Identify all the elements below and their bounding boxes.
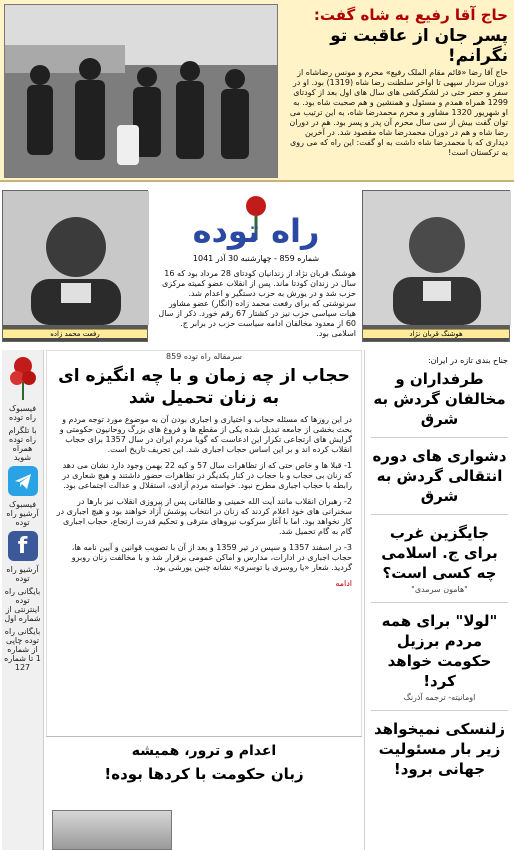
internet-archive-label[interactable]: بایگانی راه توده اینترنتی از شماره اول	[4, 587, 41, 623]
left-sidebar	[2, 350, 44, 850]
top-photo-illustration	[5, 5, 278, 178]
right-headline-2[interactable]: دشواری های دوره انتقالی گردش به شرق	[372, 447, 507, 505]
right-headline-3[interactable]: جایگزین غرب برای ج. اسلامی چه کسی است؟	[381, 524, 498, 582]
facebook-rose-block[interactable]	[4, 354, 41, 422]
facebook-archive-block[interactable]	[4, 500, 41, 561]
top-photo	[4, 4, 278, 178]
right-headline-5[interactable]: زلنسکی نمیخواهد زیر بار مسئولیت جهانی برود!	[373, 720, 505, 778]
print-archive-block[interactable]	[4, 627, 41, 672]
top-headline-line2[interactable]: پسر جان از عاقبت تو نگرانم!	[330, 26, 508, 66]
bottom-photo	[52, 810, 172, 850]
telegram-icon[interactable]	[8, 466, 38, 496]
divider	[371, 710, 508, 711]
divider	[371, 514, 508, 515]
rose-icon	[7, 354, 39, 402]
top-story[interactable]	[284, 4, 510, 178]
telegram-label[interactable]: با تلگرام راه توده همراه شوید	[8, 426, 37, 462]
masthead[interactable]	[152, 188, 360, 342]
left-portrait-caption: رفعت محمد زاده	[3, 329, 147, 338]
right-headline-3-author: "هامون سرمدی"	[411, 585, 468, 594]
fb-archive-label[interactable]: فیسبوک آرشیو راه توده	[6, 500, 39, 527]
telegram-plane-glyph	[13, 471, 33, 491]
masthead-body: هوشنگ قربان نژاد از زندانیان کودتای 28 مرداد بود که 16 سال در زندان کودتا ماند. پس از انقلاب عضو کمیته مرکزی حزب شد و در یورش به حزب دستگیر و اعدام شد. سرنوشتی که برای رفعت محمد زاده (انگار) عضو مشاور هیات سیاسی حزب نیز در کشتار 67 رقم خورد. ذکر از سال 60 از معدود مخالفان ادامه سیاست حزب در برابر ج. اسلامی بود.	[158, 269, 356, 338]
editorial-paragraph: در این روزها که مسئله حجاب و اختیاری و اجباری بودن آن به موضوع مورد توجه مردم و بحث بخشی از جامعه تبدیل شده یکی از مقطع ها و فروغ های بزرگ روحانیون حکومتی و گرایش های ارتجاعی تکرار این ادعاست که گویا مردم ایران در سال 1357 برای حجاب انقلاب کرده اند و بر این اساس حجاب اجباری شد. این تحریف تاریخ است.	[59, 415, 352, 454]
editorial-paragraph: 2- رهبران انقلاب مانند آیت الله خمینی و طالقانی پس از پیروزی انقلاب نیز بارها در سخنرانی های خود اعلام کردند که زنان در انتخاب پوشش آزاد خواهند بود و هیچ اجباری در کار نخواهد بود. اما با آغاز سرکوب نیروهای مترقی و تحکیم قدرت ارتجاع، حجاب اجباری گام به گام تحمیل شد.	[56, 497, 352, 536]
right-headline-1[interactable]: طرفداران و مخالفان گردش به شرق	[373, 370, 506, 428]
continue-link[interactable]: ادامه	[335, 579, 352, 588]
right-headline-4-author: اومانیته- ترجمه آذرنگ	[403, 693, 476, 702]
divider	[371, 437, 508, 438]
fb-label[interactable]: فیسبوک راه توده	[8, 404, 37, 422]
top-headline-line1: حاج آقا رفیع به شاه گفت:	[313, 6, 508, 24]
bottom-title-line1[interactable]: اعدام و ترور، همیشه	[131, 743, 277, 759]
right-portrait-caption: هوشنگ قربان نژاد	[363, 329, 509, 338]
divider	[371, 602, 508, 603]
facebook-icon[interactable]: f	[8, 531, 38, 561]
editorial-body	[56, 415, 352, 589]
right-portrait-illustration	[363, 191, 511, 325]
editorial-paragraph: 3- در اسفند 1357 و سپس در تیر 1359 و بعد از آن با تصویب قوانین و آیین نامه ها، حجاب اجباری در ادارات، مدارس و اماکن عمومی برقرار شد و با مخالفت زنان روبرو گردید. شعار «یا روسری یا توسری» نشانه چنین یورشی بود.	[71, 543, 352, 572]
left-portrait-illustration	[3, 191, 149, 325]
internet-archive-block[interactable]	[4, 587, 41, 623]
editorial-kicker: سرمقاله راه توده 859	[166, 352, 242, 361]
telegram-block[interactable]	[4, 426, 41, 496]
right-headline-4[interactable]: "لولا" برای همه مردم برزیل حکومت خواهد کرد!	[381, 612, 498, 690]
bottom-title-line2[interactable]: زبان حکومت با کردها بوده!	[104, 765, 304, 783]
editorial-title[interactable]: حجاب از چه زمان و با چه انگیزه ای به زنان تحمیل شد	[58, 366, 350, 408]
archive-block[interactable]	[4, 565, 41, 583]
left-portrait	[2, 190, 148, 342]
print-archive-label[interactable]: بایگانی راه توده چاپی از شماره 1 تا شماره 127	[4, 627, 41, 672]
logo-text[interactable]: راه توده	[192, 212, 320, 250]
editorial-paragraph: 1- قبلا ها و خاص حتی که از تظاهرات سال 57 و کیه 22 بهمن وجود دارد نشان می دهد که زنان بی حجاب و با حجاب در کنار یکدیگر در تظاهرات حضور داشتند و هیچ شعاری در رابطه با حجاب اجباری مطرح نبود. خواسته مردم آزادی، استقلال و عدالت اجتماعی بود.	[62, 461, 352, 490]
archive-label[interactable]: آرشیو راه توده	[6, 565, 39, 583]
top-body-text: حاج آقا رضا «قائم مقام الملک رفیع» محرم و مونس رضاشاه از دوران سردار سپهی تا اواخر سلطنت رضا شاه (1319) بود. او در سفر و حضر حتی در لشکرکشی های سال های اول بعد از کودتای 1299 همراه همدم و مسئول و همنشین و هم صحبت شاه بود. به او شهریور 1320 مشاور و محرم محمدرضا شاه، به این ترتیب می توان گفت بیش از سی سال محرم آن پدر و پسر بود. هم در دوران رضا شاه و هم در دوران محمدرضا شاه مقصود شد. در آخرین دیداری که با محمدرضا شاه داشت به او گفت: این راه که می روی به ترکستان است!	[289, 68, 508, 157]
right-kicker: جناح بندی تازه در ایران:	[427, 356, 508, 365]
right-portrait	[362, 190, 510, 342]
issue-line: شماره 859 - چهارشنبه 30 آذر 1041	[192, 254, 320, 263]
right-sidebar	[364, 350, 514, 850]
logo[interactable]	[152, 188, 360, 252]
